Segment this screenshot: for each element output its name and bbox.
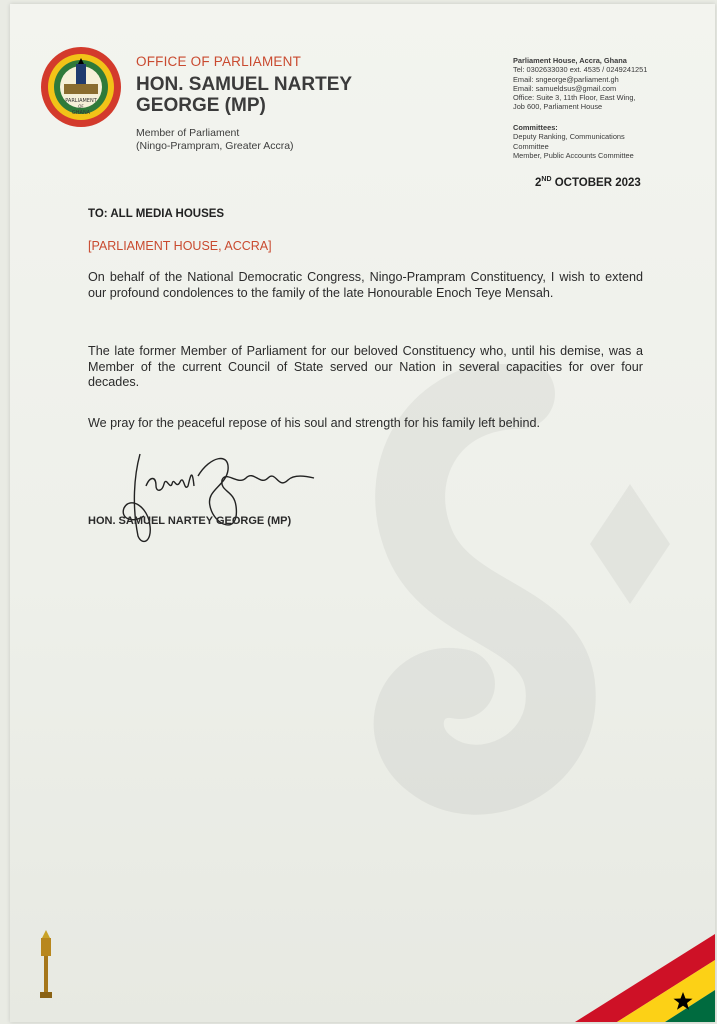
email-line-1: Email: sngeorge@parliament.gh xyxy=(513,74,619,84)
constituency-line: (Ningo-Prampram, Greater Accra) xyxy=(136,140,294,152)
date-suffix: ND xyxy=(541,176,552,183)
committee-line-2: Committee xyxy=(513,141,549,151)
phone-line: Tel: 0302633030 ext. 4535 / 0249241251 xyxy=(513,65,648,75)
handwritten-signature xyxy=(110,446,320,551)
committee-line-3: Member, Public Accounts Committee xyxy=(513,150,634,160)
contact-block xyxy=(513,56,713,112)
committee-line-1: Deputy Ranking, Communications xyxy=(513,132,625,142)
paragraph-3: We pray for the peaceful repose of his soul and strength for his family left behind. xyxy=(88,416,540,430)
parliament-seal-logo xyxy=(40,46,122,128)
mp-role xyxy=(136,127,294,153)
office-line-1: Office: Suite 3, 11th Floor, East Wing, xyxy=(513,93,636,103)
addressee: TO: ALL MEDIA HOUSES xyxy=(88,208,225,220)
date-month-year: OCTOBER 2023 xyxy=(551,176,641,189)
letter-page xyxy=(10,4,715,1022)
mp-name-heading: HON. SAMUEL NARTEY GEORGE (MP) xyxy=(136,74,352,116)
paragraph-1: On behalf of the National Democratic Congress, Ningo-Prampram Constituency, I wish to extend our profound condolences to the family of the late Honourable Enoch Teye Mensah. xyxy=(88,270,643,300)
committees-block xyxy=(513,123,713,160)
letter-date xyxy=(535,176,641,189)
ghana-flag-corner-icon xyxy=(575,934,715,1022)
role-line: Member of Parliament xyxy=(136,127,240,139)
signatory-name: HON. SAMUEL NARTEY GEORGE (MP) xyxy=(88,515,292,527)
committees-heading: Committees: xyxy=(513,123,558,132)
svg-text:OF: OF xyxy=(78,104,84,109)
office-label: OFFICE OF PARLIAMENT xyxy=(136,54,302,69)
email-line-2: Email: samueldsus@gmail.com xyxy=(513,83,617,93)
location-line: [PARLIAMENT HOUSE, ACCRA] xyxy=(88,239,272,253)
address-line: Parliament House, Accra, Ghana xyxy=(513,56,627,65)
svg-text:GHANA: GHANA xyxy=(71,110,91,116)
paragraph-2: The late former Member of Parliament for our beloved Constituency who, until his demise, was a Member of the current Council of State served our Nation in several capacities for over four decades. xyxy=(88,344,643,390)
adinkra-watermark xyxy=(310,364,715,924)
date-day: 2 xyxy=(535,176,542,189)
svg-text:PARLIAMENT: PARLIAMENT xyxy=(65,98,97,104)
mace-emblem-icon xyxy=(34,930,58,1002)
office-line-2: Job 600, Parliament House xyxy=(513,102,603,112)
